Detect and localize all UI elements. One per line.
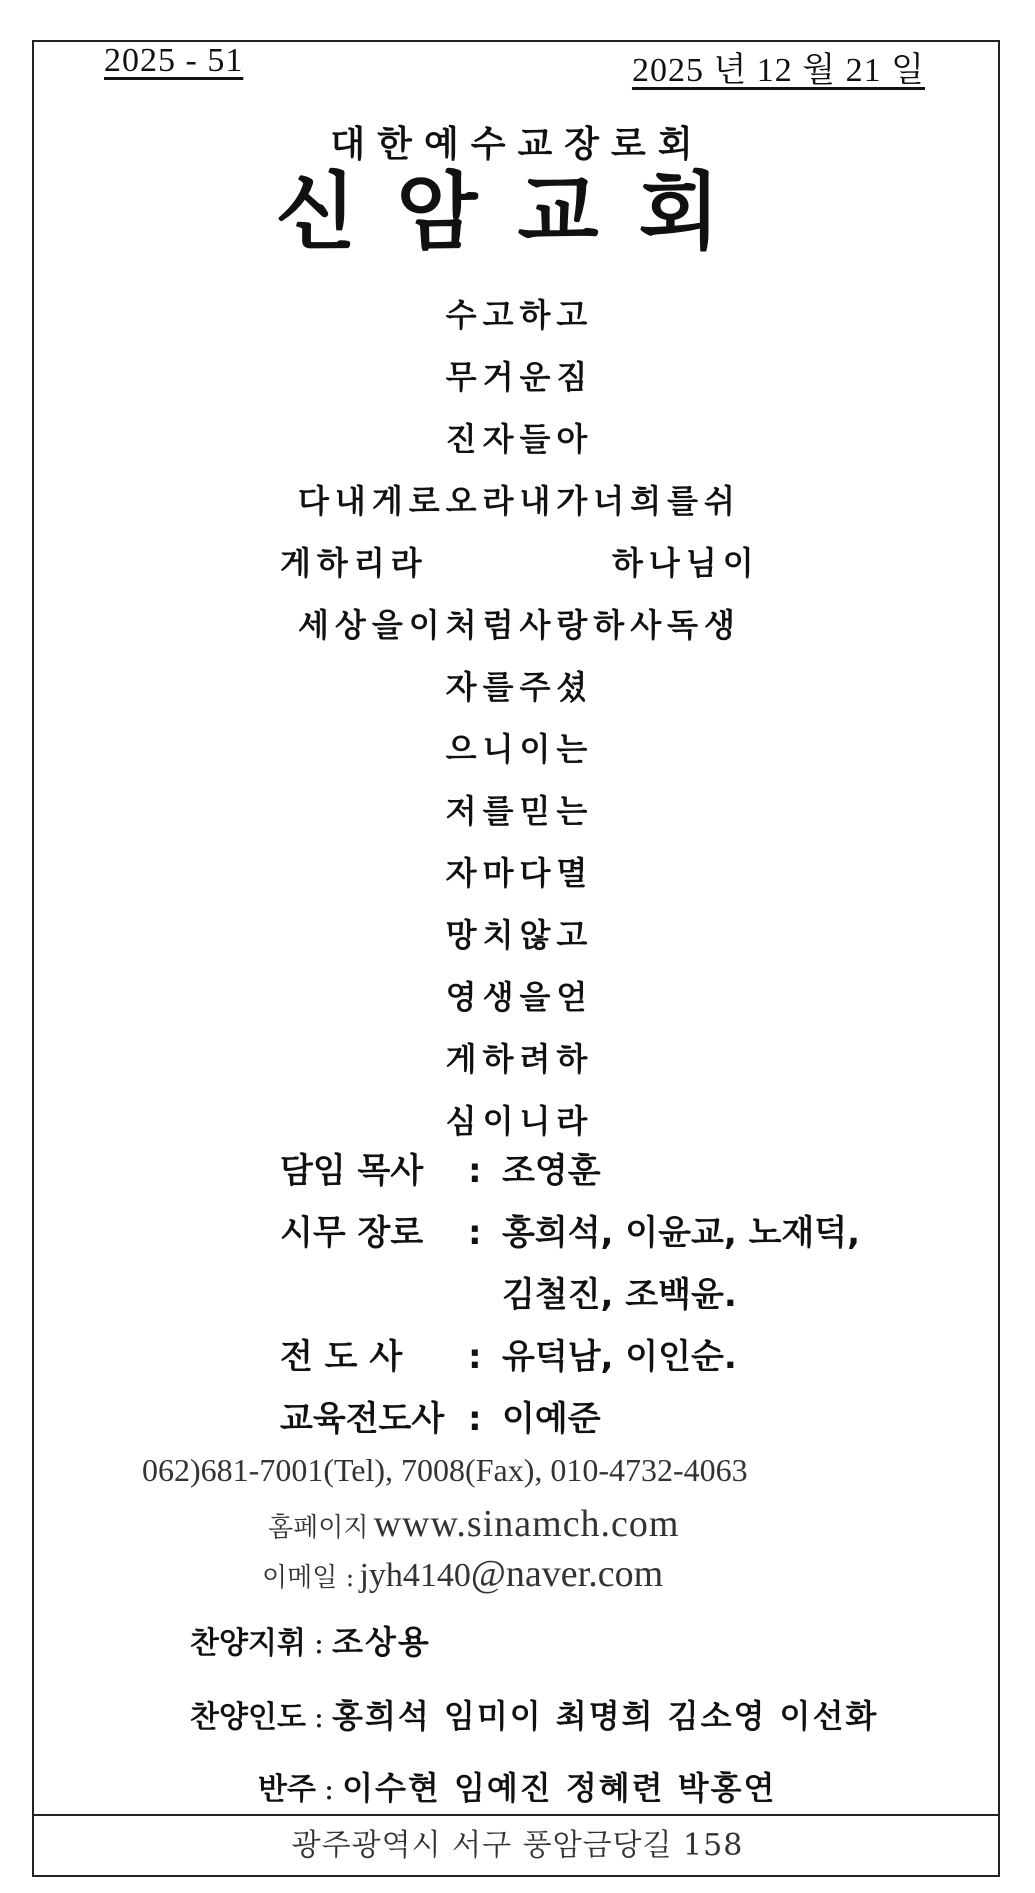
verse-line: 저를믿는 bbox=[445, 792, 594, 830]
staff-role: 시무 장로 bbox=[280, 1213, 424, 1253]
church-name: 신암교회 bbox=[275, 163, 760, 261]
verse-line-wide: 세상을이처럼사랑하사독생 bbox=[298, 606, 741, 644]
issue-number: 2025 - 51 bbox=[104, 42, 244, 79]
verse-line: 진자들아 bbox=[445, 420, 594, 458]
conductor-row bbox=[190, 1612, 431, 1672]
worship-leader-label: 찬양인도 bbox=[190, 1700, 306, 1735]
conductor-label: 찬양지휘 bbox=[190, 1626, 306, 1661]
staff-names: 조영훈 bbox=[502, 1151, 601, 1191]
verse-line: 망치않고 bbox=[445, 916, 594, 954]
issue-date: 2025 년 12 월 21 일 bbox=[631, 52, 925, 89]
verse-line: 자를주셨 bbox=[445, 668, 594, 706]
footer-divider bbox=[32, 1814, 1000, 1816]
homepage-label: 홈페이지 bbox=[268, 1513, 369, 1543]
worship-leader-names: 홍희석 임미이 최명희 김소영 이선화 bbox=[332, 1697, 879, 1735]
colon: : bbox=[468, 1151, 482, 1191]
colon: : bbox=[468, 1337, 482, 1377]
verse-line-wide: 다내게로오라내가너희를쉬 bbox=[298, 482, 741, 520]
verse-segment-right: 하나님이 bbox=[612, 544, 760, 582]
staff-role: 전 도 사 bbox=[280, 1337, 403, 1377]
verse-line: 자마다멸 bbox=[445, 854, 594, 892]
accompanist-row bbox=[258, 1758, 776, 1818]
homepage-link[interactable]: www.sinamch.com bbox=[373, 1503, 680, 1545]
verse-line-split bbox=[0, 532, 1035, 594]
verse-cross bbox=[0, 284, 1035, 1152]
staff-names: 홍희석, 이윤교, 노재덕, bbox=[502, 1213, 861, 1253]
staff-names: 이예준 bbox=[502, 1399, 601, 1439]
church-address: 광주광역시 서구 풍암금당길 158 bbox=[291, 1828, 744, 1863]
colon: : bbox=[468, 1399, 482, 1439]
staff-role: 담임 목사 bbox=[280, 1151, 424, 1191]
colon: : bbox=[313, 1626, 325, 1661]
accompanist-names: 이수현 임예진 정혜련 박홍연 bbox=[342, 1769, 777, 1807]
verse-line: 영생을얻 bbox=[445, 978, 594, 1016]
verse-segment-left: 게하리라 bbox=[280, 544, 428, 582]
verse-line: 무거운짐 bbox=[445, 358, 594, 396]
staff-names: 김철진, 조백윤. bbox=[502, 1275, 737, 1315]
conductor-name: 조상용 bbox=[332, 1623, 431, 1661]
verse-line: 수고하고 bbox=[445, 296, 594, 334]
staff-role: 교육전도사 bbox=[280, 1399, 445, 1439]
email-domain[interactable]: @naver.com bbox=[470, 1553, 664, 1595]
verse-line: 게하려하 bbox=[445, 1040, 594, 1078]
worship-leader-row bbox=[190, 1686, 878, 1746]
verse-line: 심이니라 bbox=[445, 1102, 594, 1140]
colon: : bbox=[468, 1213, 482, 1253]
email-user[interactable]: jyh4140 bbox=[359, 1557, 471, 1594]
accompanist-label: 반주 bbox=[258, 1772, 316, 1807]
staff-names: 유덕남, 이인순. bbox=[502, 1337, 737, 1377]
denomination-title: 대한예수교장로회 bbox=[330, 124, 705, 165]
email-label: 이메일 : bbox=[262, 1563, 355, 1593]
homepage-line bbox=[268, 1502, 679, 1546]
verse-line: 으니이는 bbox=[445, 730, 594, 768]
colon: : bbox=[323, 1772, 335, 1807]
colon: : bbox=[313, 1700, 325, 1735]
phone-numbers: 062)681-7001(Tel), 7008(Fax), 010-4732-4063 bbox=[142, 1452, 748, 1488]
email-line bbox=[262, 1552, 663, 1596]
